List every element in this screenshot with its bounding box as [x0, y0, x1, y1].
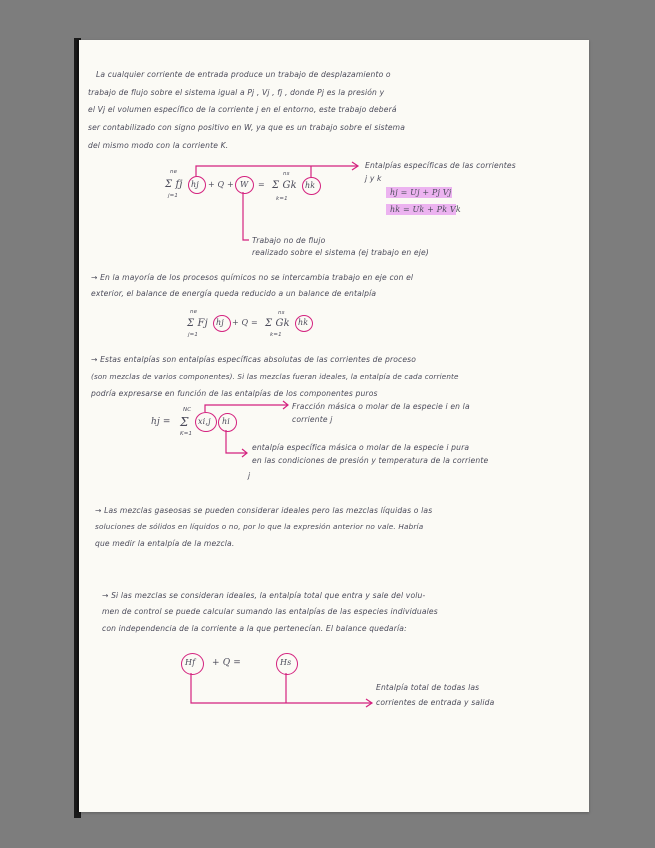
para4-line-1: → Las mezclas gaseosas se pueden considerar ideales pero las mezclas líquidas o las	[95, 506, 433, 515]
eq3-x: xi,j	[198, 417, 211, 426]
eq1-plus-q: + Q +	[208, 180, 234, 189]
eq1-rhs-sum-top: ns	[283, 171, 290, 177]
eq2-rhs-sum-top: ns	[278, 310, 285, 316]
intro-line-5: del mismo modo con la corriente K.	[88, 141, 229, 150]
para2-line-1: → En la mayoría de los procesos químicos no se intercambia trabajo en eje con el	[91, 273, 414, 282]
para4-line-3: que medir la entalpía de la mezcla.	[95, 539, 235, 548]
eq3-note-h-3: j	[248, 471, 251, 480]
eq2-sum-top: ne	[190, 309, 198, 315]
eq4-hs: Hs	[280, 658, 292, 667]
eq2-plus-q: + Q =	[232, 318, 258, 327]
eq1-sum-bottom: j=1	[168, 193, 179, 199]
eq3-note-x-1: Fracción másica o molar de la especie i en la	[292, 402, 470, 411]
eq2-sum-bottom: j=1	[188, 332, 199, 338]
intro-line-2: trabajo de flujo sobre el sistema igual a Pj , Vj , fj , donde Pj es la presión y	[88, 88, 385, 97]
eq4-note-2: corrientes de entrada y salida	[376, 698, 495, 707]
eq1-hj: hj	[191, 180, 199, 189]
para3-line-2: (son mezclas de varios componentes). Si las mezclas fueran ideales, la entalpía de cada corriente	[91, 372, 459, 381]
eq4-hf: Hf	[185, 658, 196, 667]
eq3-h: hi	[222, 417, 231, 426]
eq1-w: W	[240, 180, 249, 189]
para3-line-1: → Estas entalpías son entalpías específicas absolutas de las corrientes de proceso	[91, 355, 417, 364]
eq2-hk: hk	[298, 318, 309, 327]
eq3-note-h-1: entalpía específica másica o molar de la especie i pura	[252, 443, 470, 452]
eq3-note-h-2: en las condiciones de presión y temperatura de la corriente	[252, 456, 489, 465]
eq1-note-jk: j y k	[365, 174, 382, 183]
para5-line-1: → Si las mezclas se consideran ideales, la entalpía total que entra y sale del volu-	[102, 591, 426, 600]
intro-line-4: ser contabilizado con signo positivo en W, ya que es un trabajo sobre el sistema	[88, 123, 405, 132]
eq3-lhs: hj =	[151, 417, 171, 427]
intro-line-1: La cualquier corriente de entrada produce un trabajo de desplazamiento o	[96, 70, 391, 79]
eq1-box-hk: hk = Uk + Pk Vk	[390, 205, 461, 214]
eq1-box-hj: hj = Uj + Pj Vj	[390, 188, 452, 197]
para4-line-2: soluciones de sólidos en líquidos o no, por lo que la expresión anterior no vale. Habría	[95, 522, 424, 531]
eq1-hk: hk	[305, 181, 316, 190]
eq4-note-1: Entalpía total de todas las	[376, 683, 480, 692]
eq1-lhs: Σ fj	[165, 179, 183, 190]
eq1-sum-top: ne	[170, 169, 178, 175]
eq2-hj: hj	[216, 318, 224, 327]
para3-line-3: podría expresarse en función de las entalpías de los componentes puros	[91, 389, 378, 398]
eq3-sum-bottom: K=1	[180, 431, 193, 437]
eq1-note-enthalpies: Entalpías específicas de las corrientes	[365, 161, 516, 170]
para5-line-3: con independencia de la corriente a la que pertenecían. El balance quedaría:	[102, 624, 407, 633]
eq1-rhs: Σ Gk	[272, 180, 297, 191]
eq1-note-work-1: Trabajo no de flujo	[252, 236, 326, 245]
eq3-note-x-2: corriente j	[292, 415, 333, 424]
eq2-rhs-sum-bottom: k=1	[270, 332, 282, 338]
eq3-sigma: Σ	[180, 415, 189, 429]
para2-line-2: exterior, el balance de energía queda reducido a un balance de entalpía	[91, 289, 377, 298]
eq1-rhs-sum-bottom: k=1	[276, 196, 288, 202]
intro-line-3: el Vj el volumen específico de la corriente j en el entorno, este trabajo deberá	[88, 105, 397, 114]
eq2-rhs: Σ Gk	[265, 318, 290, 329]
eq4-plus-q: + Q =	[212, 658, 241, 668]
eq1-equals: =	[258, 180, 265, 189]
eq2-lhs: Σ Fj	[187, 318, 208, 329]
eq3-sum-top: NC	[183, 407, 192, 413]
eq1-note-work-2: realizado sobre el sistema (ej trabajo en eje)	[252, 248, 429, 257]
para5-line-2: men de control se puede calcular sumando las entalpías de las especies individuales	[102, 607, 438, 616]
